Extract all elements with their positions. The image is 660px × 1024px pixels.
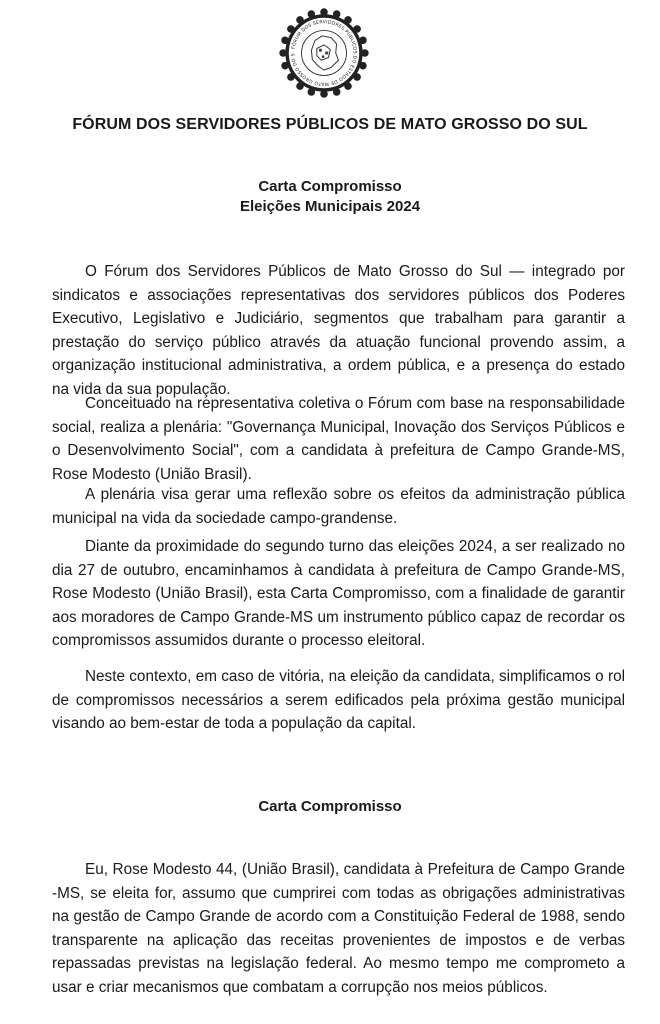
document-subtitle: Eleições Municipais 2024 — [239, 198, 421, 215]
paragraph-plenary: Conceituado na representativa coletiva o Fórum com base na responsabilidade social, realiza a plenária: "Governança Municipal, Inovação dos Serviços Públicos e o Desenvolvimento Social", com a candidata à prefeitura de Campo Grande-MS, Rose Modesto (União Brasil). — [52, 395, 625, 483]
svg-text:FÓRUM DOS SERVIDORES PÚBLICOS: FÓRUM DOS SERVIDORES PÚBLICOS DO ESTADO DE MATO GROSSO DO S — [291, 20, 357, 86]
paragraph-reflection: A plenária visa gerar uma reflexão sobre os efeitos da administração pública municipal na vida da sociedade campo-grandense. — [52, 486, 625, 527]
paragraph-second-round: Diante da proximidade do segundo turno das eleições 2024, a ser realizado no dia 27 de outubro, encaminhamos à candidata à prefeitura de Campo Grande-MS, Rose Modesto (União Brasil), esta Carta Compromisso, com a finalidade de garantir aos moradores de Campo Grande-MS um instrumento público capaz de recordar os compromissos assumidos durante o processo eleitoral. — [52, 538, 625, 649]
document-title: Carta Compromisso — [258, 178, 402, 195]
paragraph-intro: O Fórum dos Servidores Públicos de Mato Grosso do Sul — integrado por sindicatos e associações representativas dos servidores públicos dos Poderes Executivo, Legislativo e Judiciário, segmentos que trabalham para garantir a prestação do serviço público através da atuação funcional provendo assim, a organização institucional administrativa, a ordem pública, e a presença do estado na vida da sua população. — [52, 263, 625, 398]
circular-seal-emblem — [279, 8, 369, 98]
section-title: Carta Compromisso — [258, 798, 402, 815]
organization-title: FÓRUM DOS SERVIDORES PÚBLICOS DE MATO GROSSO DO SUL — [72, 116, 588, 133]
paragraph-context: Neste contexto, em caso de vitória, na eleição da candidata, simplificamos o rol de compromissos necessários a serem edificados pela próxima gestão municipal visando ao bem-estar de toda a população da capital. — [52, 668, 625, 732]
paragraph-commitment: Eu, Rose Modesto 44, (União Brasil), candidata à Prefeitura de Campo Grande -MS, se eleita for, assumo que cumprirei com todas as obrigações administrativas na gestão de Campo Grande de acordo com a Constituição Federal de 1988, sendo transparente na aplicação das receitas provenientes de impostos e de verbas repassadas previstas na legislação federal. Ao mesmo tempo me comprometo a usar e criar mecanismos que combatam a corrupção nos meios públicos. — [52, 861, 625, 996]
